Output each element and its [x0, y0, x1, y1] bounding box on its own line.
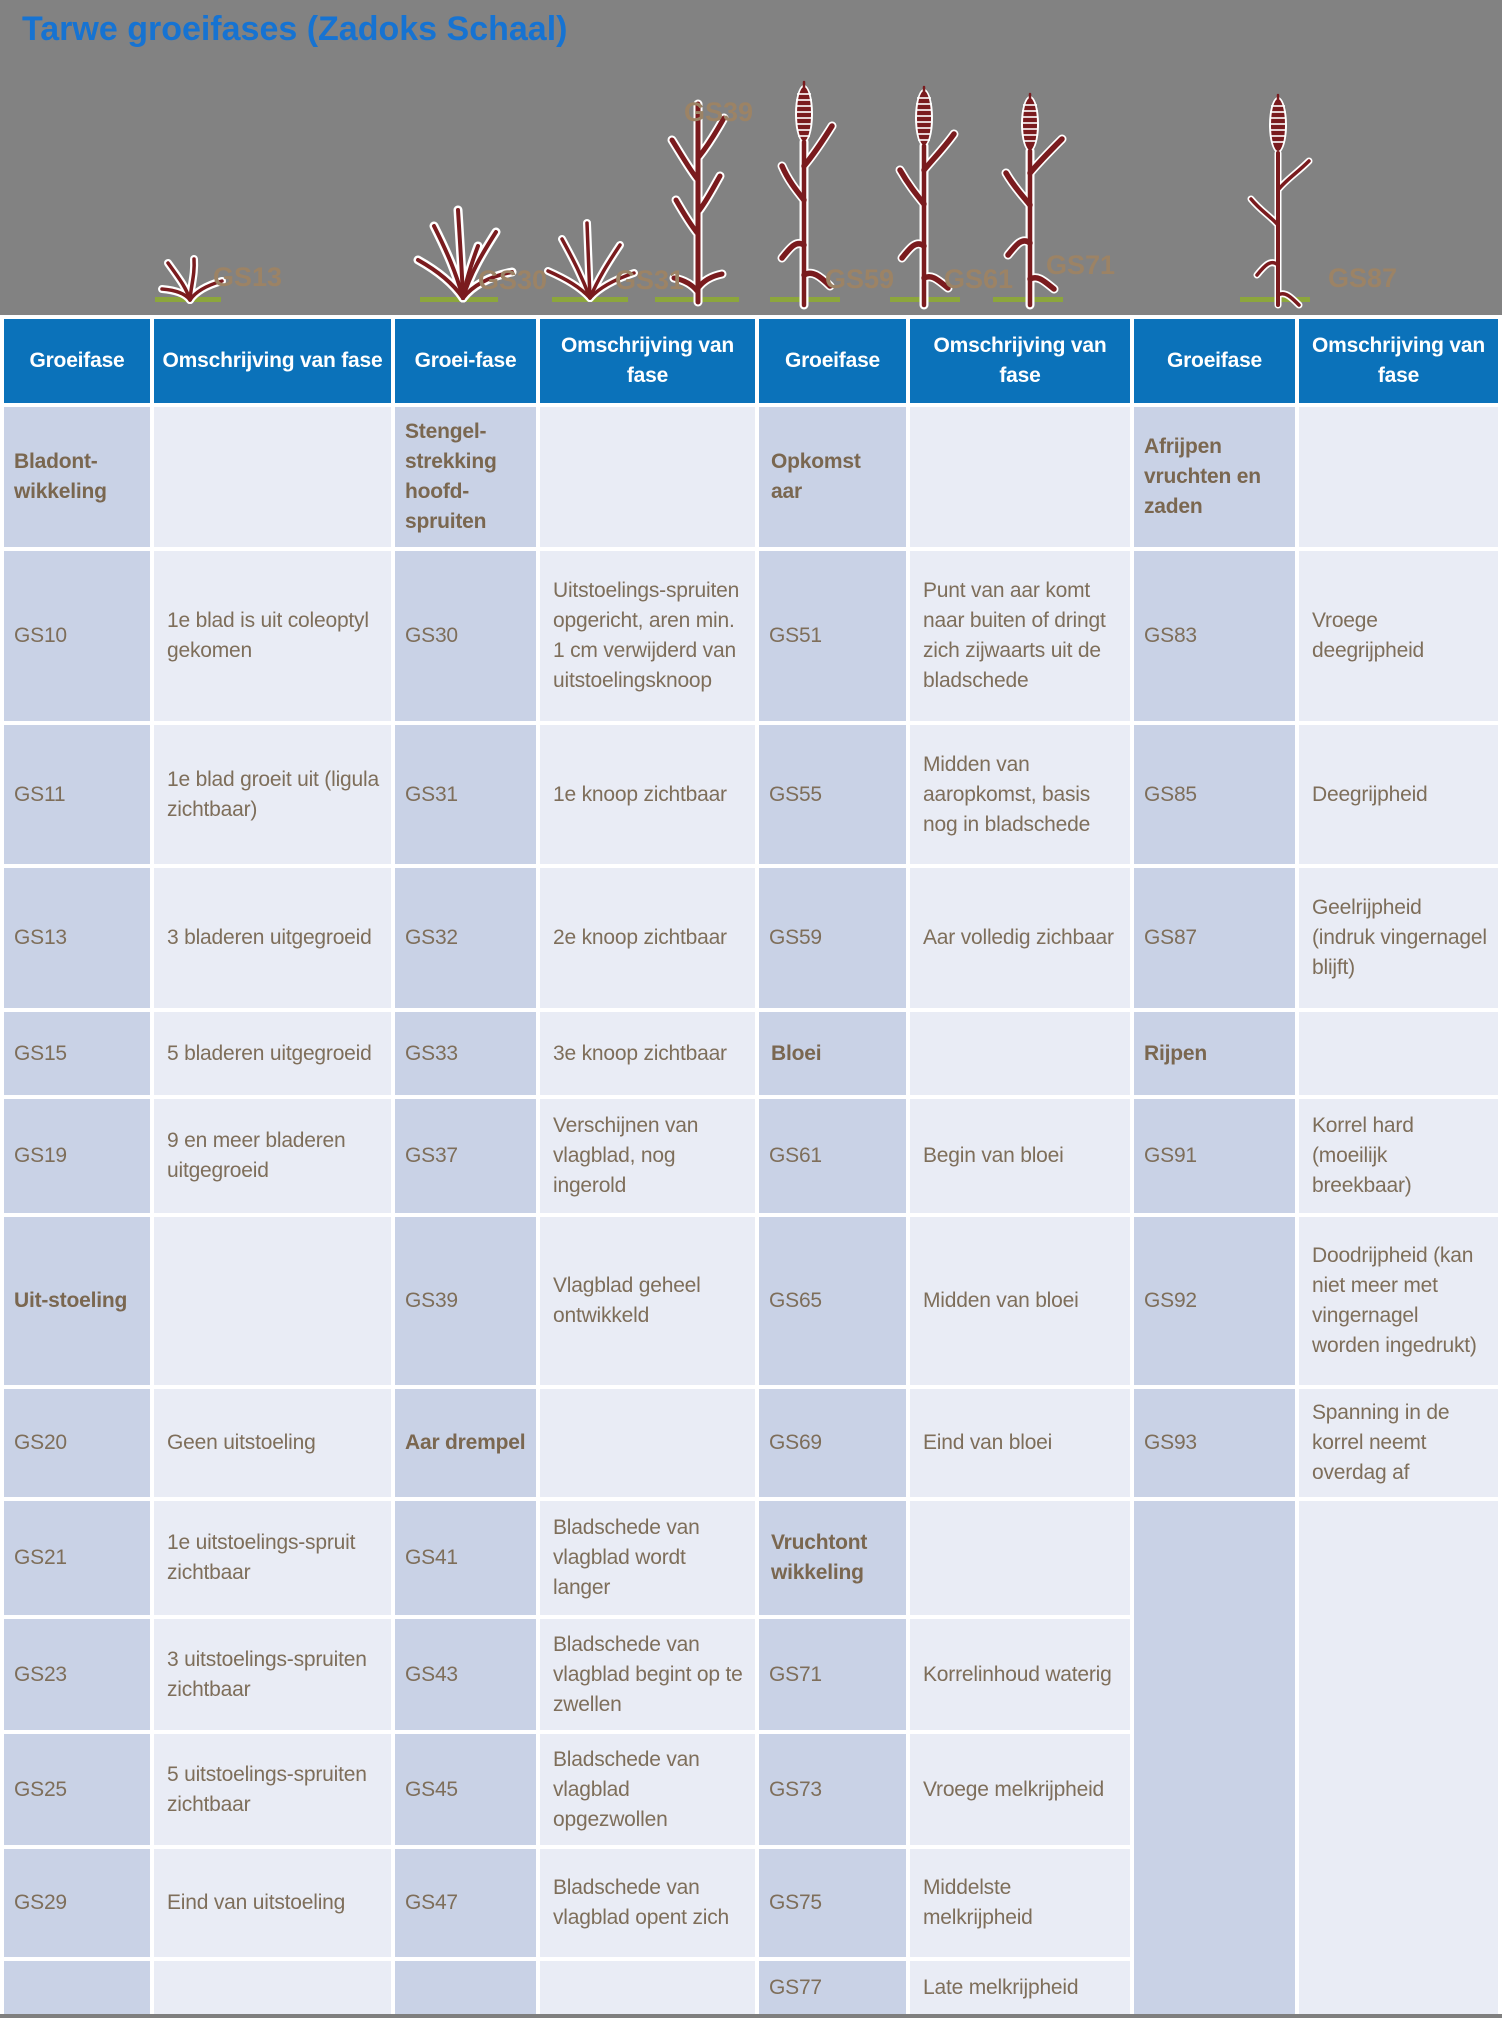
description-cell: Begin van bloei: [910, 1099, 1130, 1213]
empty-cell: [154, 407, 391, 547]
stage-cell: GS85: [1134, 725, 1295, 864]
description-cell: 1e knoop zichtbaar: [540, 725, 755, 864]
page-title: Tarwe groeifases (Zadoks Schaal): [22, 10, 568, 48]
description-cell: Midden van aaropkomst, basis nog in bladschede: [910, 725, 1130, 864]
empty-cell: [1299, 1501, 1498, 2014]
description-cell: Geelrijpheid (indruk vingernagel blijft): [1299, 868, 1498, 1008]
header-cell: Omschrijving van fase: [154, 319, 391, 403]
description-cell: Vlagblad geheel ontwikkeld: [540, 1217, 755, 1385]
stage-cell: GS15: [4, 1012, 150, 1095]
empty-cell: [910, 1012, 1130, 1095]
plant-label-gs61: GS61: [944, 264, 1014, 294]
section-cell: Bladont-wikkeling: [4, 407, 150, 547]
section-cell: Afrijpen vruchten en zaden: [1134, 407, 1295, 547]
header-cell: Groeifase: [759, 319, 906, 403]
description-cell: Geen uitstoeling: [154, 1389, 391, 1497]
description-cell: Midden van bloei: [910, 1217, 1130, 1385]
description-cell: Verschijnen van vlagblad, nog ingerold: [540, 1099, 755, 1213]
description-cell: Eind van bloei: [910, 1389, 1130, 1497]
description-cell: Deegrijpheid: [1299, 725, 1498, 864]
stage-cell: GS10: [4, 551, 150, 721]
description-cell: 1e blad groeit uit (ligula zichtbaar): [154, 725, 391, 864]
header-cell: Groeifase: [1134, 319, 1295, 403]
description-cell: Spanning in de korrel neemt overdag af: [1299, 1389, 1498, 1497]
description-cell: Aar volledig zichbaar: [910, 868, 1130, 1008]
banner: [0, 0, 1502, 315]
empty-cell: [540, 407, 755, 547]
description-cell: 5 bladeren uitgegroeid: [154, 1012, 391, 1095]
stage-cell: GS55: [759, 725, 906, 864]
bottom-edge: [0, 2014, 1502, 2018]
plant-label-gs13: GS13: [213, 262, 283, 292]
header-cell: Groeifase: [4, 319, 150, 403]
empty-cell: [910, 1501, 1130, 1615]
table-row: [4, 1501, 1498, 1615]
section-cell: Rijpen: [1134, 1012, 1295, 1095]
table-row: [4, 551, 1498, 721]
header-cell: Omschrijving van fase: [910, 319, 1130, 403]
description-cell: Eind van uitstoeling: [154, 1849, 391, 1957]
stage-cell: GS73: [759, 1734, 906, 1845]
stage-cell: GS39: [395, 1217, 536, 1385]
description-cell: 5 uitstoelings-spruiten zichtbaar: [154, 1734, 391, 1845]
description-cell: 2e knoop zichtbaar: [540, 868, 755, 1008]
section-cell: Aar drempel: [395, 1389, 536, 1497]
stage-cell: GS29: [4, 1849, 150, 1957]
empty-cell: [154, 1217, 391, 1385]
description-cell: Doodrijpheid (kan niet meer met vingernagel worden ingedrukt): [1299, 1217, 1498, 1385]
plant-label-gs30: GS30: [478, 265, 548, 295]
stage-cell: GS65: [759, 1217, 906, 1385]
stage-cell: GS47: [395, 1849, 536, 1957]
plant-label-gs71: GS71: [1046, 250, 1116, 280]
plant-label-gs59: GS59: [825, 264, 895, 294]
header-cell: Groei-fase: [395, 319, 536, 403]
table-row: [4, 407, 1498, 547]
stage-cell: GS93: [1134, 1389, 1295, 1497]
stage-cell: GS92: [1134, 1217, 1295, 1385]
description-cell: Late melkrijpheid: [910, 1961, 1130, 2014]
empty-cell: [910, 407, 1130, 547]
stage-cell: GS45: [395, 1734, 536, 1845]
description-cell: Bladschede van vlagblad opent zich: [540, 1849, 755, 1957]
plant-label-gs87: GS87: [1328, 263, 1398, 293]
empty-cell: [1299, 407, 1498, 547]
description-cell: 3 bladeren uitgegroeid: [154, 868, 391, 1008]
header-cell: Omschrijving van fase: [540, 319, 755, 403]
stage-cell: GS75: [759, 1849, 906, 1957]
stage-cell: GS59: [759, 868, 906, 1008]
stage-cell: GS71: [759, 1619, 906, 1730]
wheat-plant-gs87-icon: [1225, 95, 1335, 305]
stage-cell: GS32: [395, 868, 536, 1008]
stage-cell: GS41: [395, 1501, 536, 1615]
description-cell: Korrel hard (moeilijk breekbaar): [1299, 1099, 1498, 1213]
description-cell: Uitstoelings-spruiten opgericht, aren min. 1 cm verwijderd van uitstoelingsknoop: [540, 551, 755, 721]
empty-cell: [1299, 1012, 1498, 1095]
description-cell: 1e blad is uit coleoptyl gekomen: [154, 551, 391, 721]
stage-cell: GS51: [759, 551, 906, 721]
description-cell: Punt van aar komt naar buiten of dringt zich zijwaarts uit de bladschede: [910, 551, 1130, 721]
description-cell: Vroege deegrijpheid: [1299, 551, 1498, 721]
stage-cell: GS21: [4, 1501, 150, 1615]
plant-label-gs39: GS39: [684, 97, 754, 127]
description-cell: Middelste melkrijpheid: [910, 1849, 1130, 1957]
empty-cell: [540, 1389, 755, 1497]
stage-cell: GS11: [4, 725, 150, 864]
header-cell: Omschrijving van fase: [1299, 319, 1498, 403]
description-cell: Korrelinhoud waterig: [910, 1619, 1130, 1730]
table-row: [4, 1389, 1498, 1497]
description-cell: 3e knoop zichtbaar: [540, 1012, 755, 1095]
section-cell: Bloei: [759, 1012, 906, 1095]
empty-cell: [540, 1961, 755, 2014]
stage-cell: GS91: [1134, 1099, 1295, 1213]
table-row: [4, 725, 1498, 864]
stage-cell: GS20: [4, 1389, 150, 1497]
empty-cell: [395, 1961, 536, 2014]
stage-cell: GS61: [759, 1099, 906, 1213]
description-cell: Bladschede van vlagblad begint op te zwellen: [540, 1619, 755, 1730]
empty-cell: [4, 1961, 150, 2014]
description-cell: 1e uitstoelings-spruit zichtbaar: [154, 1501, 391, 1615]
stage-cell: GS69: [759, 1389, 906, 1497]
table-row: [4, 1217, 1498, 1385]
description-cell: Bladschede van vlagblad opgezwollen: [540, 1734, 755, 1845]
description-cell: 3 uitstoelings-spruiten zichtbaar: [154, 1619, 391, 1730]
section-cell: Vruchtont wikkeling: [759, 1501, 906, 1615]
stage-cell: GS23: [4, 1619, 150, 1730]
stage-cell: GS83: [1134, 551, 1295, 721]
section-cell: Opkomst aar: [759, 407, 906, 547]
stage-cell: GS43: [395, 1619, 536, 1730]
stage-cell: GS33: [395, 1012, 536, 1095]
empty-cell: [1134, 1501, 1295, 2014]
stage-cell: GS25: [4, 1734, 150, 1845]
stage-cell: GS87: [1134, 868, 1295, 1008]
stage-cell: GS19: [4, 1099, 150, 1213]
table-row: [4, 1099, 1498, 1213]
empty-cell: [154, 1961, 391, 2014]
stage-cell: GS13: [4, 868, 150, 1008]
table-row: [4, 868, 1498, 1008]
stage-cell: GS31: [395, 725, 536, 864]
stage-cell: GS37: [395, 1099, 536, 1213]
table-row: [4, 1012, 1498, 1095]
stage-cell: GS30: [395, 551, 536, 721]
plant-label-gs31: GS31: [615, 265, 685, 295]
description-cell: Vroege melkrijpheid: [910, 1734, 1130, 1845]
growth-stage-table: [0, 315, 1502, 2018]
section-cell: Uit-stoeling: [4, 1217, 150, 1385]
section-cell: Stengel-strekking hoofd-spruiten: [395, 407, 536, 547]
header-row: [4, 319, 1498, 403]
stage-cell: GS77: [759, 1961, 906, 2014]
description-cell: Bladschede van vlagblad wordt langer: [540, 1501, 755, 1615]
description-cell: 9 en meer bladeren uitgegroeid: [154, 1099, 391, 1213]
